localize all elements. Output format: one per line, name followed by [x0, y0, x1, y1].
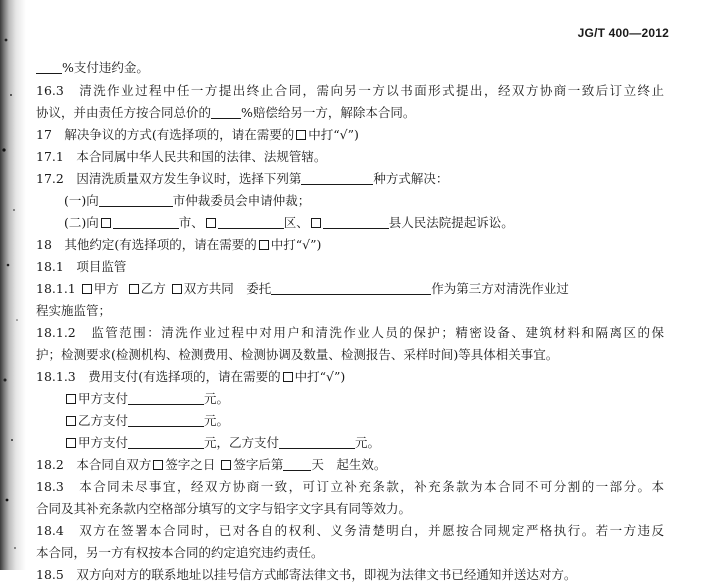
clause-18-5 [36, 567, 576, 583]
scan-edge-specks [0, 0, 30, 570]
checkbox-party-b[interactable] [129, 284, 139, 294]
text: 合同及其补充条款内空格部分填写的文字与铅字文字具有同等效力。 [36, 501, 412, 516]
checkbox[interactable] [206, 218, 216, 228]
text: 18.5 双方向对方的联系地址以挂号信方式邮寄法律文书，即视为法律文书已经通知并送达对方。 [36, 567, 577, 582]
text: 本合同，另一方有权按本合同的约定追究违约责任。 [36, 545, 324, 560]
checkbox-party-a[interactable] [82, 284, 92, 294]
text: 甲方支付 [78, 391, 129, 406]
fill-blank[interactable] [218, 215, 284, 229]
fill-blank[interactable] [271, 281, 431, 295]
standard-code: JG/T 400—2012 [577, 26, 669, 40]
text: 种方式解决： [373, 171, 449, 186]
checkbox-days-after[interactable] [221, 460, 231, 470]
clause-18-1-1 [36, 281, 569, 297]
checkbox[interactable] [66, 394, 76, 404]
text: 中打“√”) [308, 127, 359, 142]
clause-18-3 [36, 479, 664, 495]
text: 元。 [355, 435, 381, 450]
checkbox[interactable] [311, 218, 321, 228]
text: 元。 [204, 391, 230, 406]
text: 18 其他约定(有选择项的，请在需要的 [36, 237, 257, 252]
option-party-a-pays [64, 391, 229, 407]
text: 乙方 [140, 281, 166, 296]
text: 中打“√”) [270, 237, 322, 252]
checkbox[interactable] [296, 130, 306, 140]
text: 作为第三方对清洗作业过 [431, 281, 569, 296]
text: 乙方支付 [78, 413, 129, 428]
fill-blank[interactable] [36, 60, 62, 74]
text: 护；检测要求(检测机构、检测费用、检测协调及数量、检测报告、采样时间)等具体相关事宜。 [36, 347, 559, 362]
fill-blank[interactable] [279, 435, 355, 449]
section-17-heading [36, 127, 359, 143]
text: 17 解决争议的方式(有选择项的，请在需要的 [36, 127, 295, 142]
option-party-b-pays [64, 413, 229, 429]
text: 18.4 双方在签署本合同时，已对各自的权利、义务清楚明白，并愿按合同规定严格执行。若一方违反 [36, 523, 664, 538]
text: 18.1 项目监管 [36, 259, 127, 274]
text: 18.1.1 [36, 281, 76, 296]
clause-18-2 [36, 457, 386, 473]
option-both-pay [64, 435, 380, 451]
option-arbitration [64, 193, 310, 209]
text: 元。 [204, 413, 230, 428]
clause-16-3-cont [36, 105, 415, 121]
clause-18-4-cont [36, 545, 324, 561]
text: 17.1 本合同属中华人民共和国的法律、法规管辖。 [36, 149, 327, 164]
text: 程实施监管； [36, 303, 112, 318]
text: 16.3 清洗作业过程中任一方提出终止合同，需向另一方以书面形式提出，经双方协商一致后订立终止 [36, 83, 664, 98]
text: 区、 [283, 215, 309, 230]
fill-blank[interactable] [128, 435, 204, 449]
text: 中打“√”) [294, 369, 346, 384]
line-penalty-percent [36, 60, 149, 76]
checkbox-both-parties[interactable] [172, 284, 182, 294]
fill-blank[interactable] [211, 105, 241, 119]
text: 签字后第 [233, 457, 284, 472]
text: %支付违约金。 [62, 60, 149, 75]
text: 元，乙方支付 [204, 435, 280, 450]
checkbox-sign-date[interactable] [153, 460, 163, 470]
text: 天 起生效。 [311, 457, 387, 472]
checkbox[interactable] [259, 240, 269, 250]
checkbox[interactable] [283, 372, 293, 382]
fill-blank[interactable] [99, 193, 173, 207]
text: 双方共同 委托 [183, 281, 272, 296]
section-18-heading [36, 237, 321, 253]
checkbox[interactable] [66, 416, 76, 426]
clause-18-1-2-cont [36, 347, 558, 363]
fill-blank[interactable] [283, 457, 311, 471]
text: 17.2 因清洗质量双方发生争议时，选择下列第 [36, 171, 302, 186]
clause-18-1-1-cont [36, 303, 111, 319]
checkbox[interactable] [101, 218, 111, 228]
clause-18-1-2 [36, 325, 664, 341]
clause-18-1 [36, 259, 126, 275]
text: 协议，并由责任方按合同总价的 [36, 105, 212, 120]
clause-18-3-cont [36, 501, 411, 517]
text: (一)向 [64, 193, 99, 208]
fill-blank[interactable] [301, 171, 373, 185]
clause-17-2 [36, 171, 448, 187]
fill-blank[interactable] [323, 215, 389, 229]
text: %赔偿给另一方，解除本合同。 [241, 105, 416, 120]
checkbox[interactable] [66, 438, 76, 448]
text: 市、 [178, 215, 204, 230]
text: 甲方 [93, 281, 119, 296]
clause-17-1 [36, 149, 326, 165]
clause-18-4 [36, 523, 664, 539]
clause-16-3 [36, 83, 664, 99]
text: 18.2 本合同自双方 [36, 457, 152, 472]
text: 18.3 本合同未尽事宜，经双方协商一致，可订立补充条款，补充条款为本合同不可分割的一部分。本 [36, 479, 664, 494]
text: 市仲裁委员会申请仲裁； [172, 193, 311, 208]
fill-blank[interactable] [128, 413, 204, 427]
text: 签字之日 [165, 457, 216, 472]
text: 18.1.2 监管范围：清洗作业过程中对用户和清洗作业人员的保护；精密设备、建筑材料和隔离区的保 [36, 325, 664, 340]
option-litigation [64, 215, 514, 231]
clause-18-1-3 [36, 369, 345, 385]
text: 甲方支付 [78, 435, 129, 450]
text: 县人民法院提起诉讼。 [388, 215, 514, 230]
text: 18.1.3 费用支付(有选择项的，请在需要的 [36, 369, 281, 384]
fill-blank[interactable] [128, 391, 204, 405]
fill-blank[interactable] [113, 215, 179, 229]
text: (二)向 [64, 215, 99, 230]
